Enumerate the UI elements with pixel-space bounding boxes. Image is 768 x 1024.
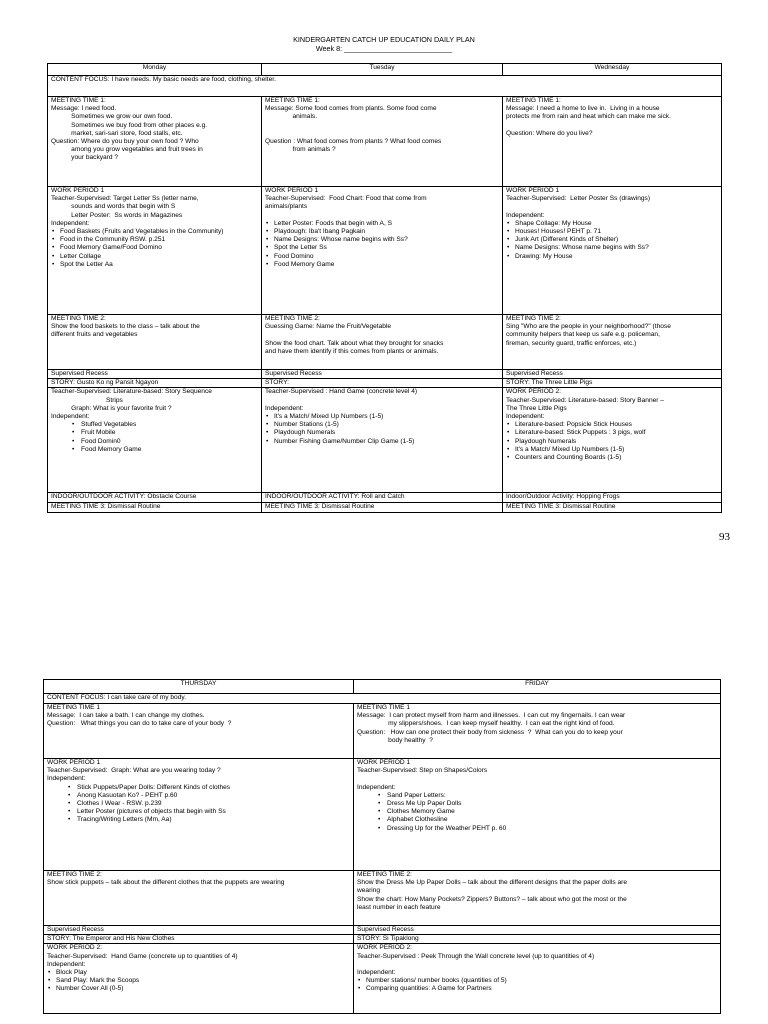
text-line: WORK PERIOD 1: [51, 187, 105, 194]
list-item: • It's a Match/ Mixed Up Numbers (1-5): [515, 446, 718, 454]
text-line: Message: I can protect myself from harm and illnesses. I can cut my fingernails. I can wear: [357, 712, 626, 720]
list-item: • Food Memory Game: [81, 446, 258, 454]
text-line: [357, 961, 717, 969]
work-period-1-cell: [354, 759, 721, 871]
work-period-2-cell: [503, 388, 722, 493]
text-line: market, sari-sari store, food stalls, etc.: [51, 129, 183, 137]
text-line: Message: Some food comes from plants. Some food come: [265, 105, 437, 113]
meeting-time-2-cell: [48, 315, 262, 370]
list-item: • Food Memory Game/Food Domino: [60, 244, 258, 252]
list-item: • Dress Me Up Paper Dolls: [387, 800, 717, 808]
text-line: [265, 130, 499, 138]
text-line: Teacher-Supervised : Hand Game (concrete level 4): [265, 388, 418, 396]
text-line: MEETING TIME 2:: [357, 871, 412, 878]
text-line: MEETING TIME 1: [47, 704, 101, 711]
list-item: • Name Designs: Whose name begins with Ss?: [274, 236, 499, 244]
recess-cell: Supervised Recess: [44, 926, 354, 935]
day-header: Monday: [48, 64, 262, 76]
list-item: • Food Baskets (Fruits and Vegetables in the Community): [60, 228, 258, 236]
plan-table-page2: [43, 679, 721, 1014]
text-line: Teacher-Supervised: Hand Game (concrete up to quantities of 4): [47, 952, 238, 960]
list-item: • Number stations/ number books (quantities of 5): [366, 977, 717, 985]
list-item: • Houses! Houses! PEHT p. 71: [515, 228, 718, 236]
activity-list: [265, 413, 499, 446]
text-line: Independent:: [357, 969, 396, 977]
list-item: • Number Fishing Game/Number Clip Game (1-5): [274, 438, 499, 446]
text-line: among you grow vegetables and fruit trees in: [51, 146, 203, 154]
story-cell: STORY: Si Tipaklong: [354, 935, 721, 944]
work-period-1-cell: [44, 759, 354, 871]
list-item: • Comparing quantities: A Game for Partners: [366, 985, 717, 993]
text-line: WORK PERIOD 2:: [506, 388, 561, 396]
list-item: • Junk Art (Different Kinds of Shelter): [515, 236, 718, 244]
text-line: from animals ?: [265, 146, 336, 154]
list-item: • Tracing/Writing Letters (Mm, Aa): [77, 816, 350, 824]
list-item: • Number Stations (1-5): [274, 421, 499, 429]
list-item: • Shape Collage: My House: [515, 220, 718, 228]
work-period-2-cell: [44, 944, 354, 1014]
text-line: MEETING TIME 1:: [51, 97, 106, 104]
text-line: MEETING TIME 2:: [47, 871, 102, 878]
list-item: • Letter Poster (pictures of objects that begin with Ss: [77, 808, 350, 816]
text-line: my slippers/shoes. I can keep myself healthy. I can eat the right kind of food.: [357, 720, 615, 728]
text-line: Sometimes we buy food from other places e.g.: [51, 121, 208, 129]
text-line: WORK PERIOD 1: [265, 187, 319, 194]
recess-cell: Supervised Recess: [503, 370, 722, 379]
day-header: THURSDAY: [44, 680, 354, 694]
meeting-time-2-cell: [262, 315, 503, 370]
meeting-time-1-cell: [48, 97, 262, 187]
list-item: • Spot the Letter Aa: [60, 261, 258, 269]
text-line: protects me from rain and heat which can make me sick.: [506, 113, 671, 121]
text-line: Question: How can one protect their body from sickness ? What can you do to keep your: [357, 728, 623, 736]
text-line: [357, 775, 717, 783]
work-period-2-cell: [48, 388, 262, 493]
list-item: • Literature-based: Popsicle Stick Houses: [515, 421, 718, 429]
text-line: Graph: What is your favorite fruit ?: [51, 404, 172, 412]
text-line: Teacher-Supervised: Literature-based: Story Sequence: [51, 388, 212, 396]
list-item: • Food Memory Game: [274, 261, 499, 269]
text-line: community helpers that keep us safe e.g. policeman,: [506, 331, 660, 339]
meeting-time-1-cell: [354, 704, 721, 759]
text-line: Message: I need food.: [51, 105, 117, 113]
text-line: Question: Where do you buy your own food ? Who: [51, 138, 199, 146]
list-item: • Food Domin0: [81, 438, 258, 446]
indoor-outdoor-cell: INDOOR/OUTDOOR ACTIVITY: Roll and Catch: [262, 493, 503, 503]
text-line: Guessing Game: Name the Fruit/Vegetable: [265, 323, 392, 331]
text-line: Message: I can take a bath. I can change my clothes.: [47, 712, 205, 720]
list-item: • Stick Puppets/Paper Dolls: Different Kinds of clothes: [77, 784, 350, 792]
list-item: • Playdough Numerals: [515, 438, 718, 446]
list-item: • Stuffed Vegetables: [81, 421, 258, 429]
text-line: MEETING TIME 2:: [51, 315, 106, 322]
text-line: [506, 122, 718, 130]
list-item: • Anong Kasuotan Ko? - PEHT p.60: [77, 792, 350, 800]
story-cell: STORY: The Emperor and His New Clothes: [44, 935, 354, 944]
text-line: WORK PERIOD 1: [506, 187, 560, 194]
story-cell: STORY:: [262, 379, 503, 388]
list-item: • Alphabet Clothesline: [387, 816, 717, 824]
meeting-time-2-cell: [354, 871, 721, 926]
list-item: • Sand Paper Letters:: [387, 792, 717, 800]
meeting-time-1-cell: [503, 97, 722, 187]
text-line: MEETING TIME 1:: [506, 97, 561, 104]
activity-list: [47, 969, 350, 994]
week-label: Week 8: ___________________________: [315, 44, 453, 53]
text-line: Sing "Who are the people in your neighborhood?" (those: [506, 323, 671, 331]
recess-cell: Supervised Recess: [262, 370, 503, 379]
list-item: • Dressing Up for the Weather PEHT p. 60: [387, 825, 717, 833]
page-number: 93: [719, 531, 730, 543]
list-item: • Playdough Numerals: [274, 429, 499, 437]
work-period-2-cell: [354, 944, 721, 1014]
text-line: Show stick puppets – talk about the different clothes that the puppets are wearing: [47, 879, 285, 887]
text-line: [506, 203, 718, 211]
text-line: Show the chart: How Many Pockets? Zippers? Buttons? – talk about who got the most or the: [357, 895, 627, 903]
story-cell: STORY: The Three Little Pigs: [503, 379, 722, 388]
activity-list: [506, 220, 718, 261]
day-header: Tuesday: [262, 64, 503, 76]
text-line: sounds and words that begin with S: [51, 203, 176, 211]
list-item: • Spot the Letter Ss: [274, 244, 499, 252]
work-period-1-cell: [48, 187, 262, 315]
story-cell: STORY: Gusto Ko ng Pansit Ngayon: [48, 379, 262, 388]
day-header: Wednesday: [503, 64, 722, 76]
text-line: Teacher-Supervised : Peek Through the Wall concrete level (up to quantities of 4): [357, 952, 595, 960]
text-line: fireman, security guard, traffic enforces, etc.): [506, 339, 637, 347]
text-line: MEETING TIME 2:: [265, 315, 320, 322]
text-line: The Three Little Pigs: [506, 404, 567, 412]
activity-list: [506, 421, 718, 462]
activity-list: [265, 220, 499, 269]
text-line: MEETING TIME 1:: [265, 97, 320, 104]
activity-list: [47, 784, 350, 825]
text-line: [265, 331, 499, 339]
text-line: Independent:: [357, 783, 396, 791]
list-item: • Block Play: [56, 969, 350, 977]
text-line: least number in each feature: [357, 903, 441, 911]
text-line: body healthy ?: [357, 736, 433, 744]
text-line: wearing: [357, 887, 381, 895]
list-item: • It's a Match/ Mixed Up Numbers (1-5): [274, 413, 499, 421]
text-line: [265, 122, 499, 130]
text-line: Strips: [51, 396, 123, 404]
work-period-1-cell: [503, 187, 722, 315]
indoor-outdoor-cell: Indoor/Outdoor Activity: Hopping Frogs: [503, 493, 722, 503]
text-line: Teacher-Supervised: Food Chart: Food that come from: [265, 195, 427, 203]
work-period-2-cell: [262, 388, 503, 493]
recess-cell: Supervised Recess: [354, 926, 721, 935]
list-item: • Number Cover All (0-5): [56, 985, 350, 993]
list-item: • Playdough: Iba't Ibang Pagkain: [274, 228, 499, 236]
activity-list: [357, 977, 717, 993]
day-header: FRIDAY: [354, 680, 721, 694]
content-focus: CONTENT FOCUS: I can take care of my body.: [44, 694, 721, 704]
text-line: Message: I need a home to live in. Living in a house: [506, 105, 660, 113]
text-line: WORK PERIOD 2:: [357, 944, 412, 952]
list-item: • Name Designs: Whose name begins with Ss?: [515, 244, 718, 252]
text-line: Teacher-Supervised: Target Letter Ss (letter name,: [51, 195, 199, 203]
text-line: WORK PERIOD 1: [47, 759, 101, 766]
list-item: • Letter Poster: Foods that begin with A, S: [274, 220, 499, 228]
plan-table-page1: [47, 63, 722, 513]
list-item: • Drawing: My House: [515, 253, 718, 261]
text-line: animals/plants: [265, 203, 308, 211]
list-item: • Food Domino: [274, 253, 499, 261]
text-line: WORK PERIOD 2:: [47, 944, 102, 952]
text-line: Question : What food comes from plants ? What food comes: [265, 138, 442, 146]
text-line: MEETING TIME 2:: [506, 315, 561, 322]
list-item: • Counters and Counting Boards (1-5): [515, 454, 718, 462]
text-line: WORK PERIOD 1: [357, 759, 411, 766]
meeting-time-2-cell: [503, 315, 722, 370]
list-item: • Food in the Community RSW. p.251: [60, 236, 258, 244]
meeting-time-1-cell: [44, 704, 354, 759]
meeting-time-2-cell: [44, 871, 354, 926]
text-line: Show the food chart. Talk about what they brought for snacks: [265, 339, 444, 347]
list-item: • Clothes Memory Game: [387, 808, 717, 816]
work-period-1-cell: [262, 187, 503, 315]
text-line: animals.: [265, 113, 318, 121]
text-line: [265, 397, 499, 405]
text-line: Independent:: [506, 211, 545, 219]
text-line: Teacher-Supervised: Step on Shapes/Colors: [357, 767, 488, 775]
text-line: Show the Dress Me Up Paper Dolls – talk about the different designs that the paper dolls are: [357, 879, 628, 887]
text-line: Teacher-Supervised: Letter Poster Ss (drawings): [506, 195, 651, 203]
indoor-outdoor-cell: INDOOR/OUTDOOR ACTIVITY: Obstacle Course: [48, 493, 262, 503]
activity-list: [51, 421, 258, 454]
text-line: Teacher-Supervised: Graph: What are you wearing today ?: [47, 767, 221, 775]
meeting-time-3-cell: MEETING TIME 3: Dismissal Routine: [503, 503, 722, 512]
text-line: Question: Where do you live?: [506, 129, 593, 137]
text-line: Letter Poster: Ss words in Magazines: [51, 211, 183, 219]
meeting-time-3-cell: MEETING TIME 3: Dismissal Routine: [48, 503, 262, 512]
list-item: • Letter Collage: [60, 253, 258, 261]
text-line: Independent:: [51, 219, 90, 227]
list-item: • Clothes I Wear - RSW. p.239: [77, 800, 350, 808]
text-line: Teacher-Supervised: Literature-based: Story Banner –: [506, 396, 664, 404]
text-line: Independent:: [51, 413, 90, 421]
text-line: Show the food baskets to the class – talk about the: [51, 323, 200, 331]
list-item: • Literature-based: Stick Puppets : 3 pigs, wolf: [515, 429, 718, 437]
meeting-time-1-cell: [262, 97, 503, 187]
text-line: and have them identify if this comes from plants or animals.: [265, 347, 439, 355]
text-line: Sometimes we grow our own food.: [51, 113, 173, 121]
text-line: Independent:: [47, 775, 86, 783]
text-line: [265, 212, 499, 220]
plan-title: KINDERGARTEN CATCH UP EDUCATION DAILY PLAN: [293, 35, 475, 44]
text-line: different fruits and vegetables: [51, 331, 138, 339]
text-line: Independent:: [506, 413, 545, 421]
text-line: Question: What things you can do to take care of your body ?: [47, 720, 232, 728]
meeting-time-3-cell: MEETING TIME 3: Dismissal Routine: [262, 503, 503, 512]
content-focus: CONTENT FOCUS: I have needs. My basic needs are food, clothing, shelter.: [48, 76, 722, 97]
text-line: MEETING TIME 1: [357, 704, 411, 711]
activity-list: [357, 792, 717, 833]
activity-list: [51, 228, 258, 269]
text-line: Independent:: [47, 960, 86, 968]
list-item: • Sand Play: Mark the Scoops: [56, 977, 350, 985]
text-line: your backyard ?: [51, 154, 119, 162]
list-item: • Fruit Mobile: [81, 429, 258, 437]
text-line: Independent:: [265, 404, 304, 412]
recess-cell: Supervised Recess: [48, 370, 262, 379]
